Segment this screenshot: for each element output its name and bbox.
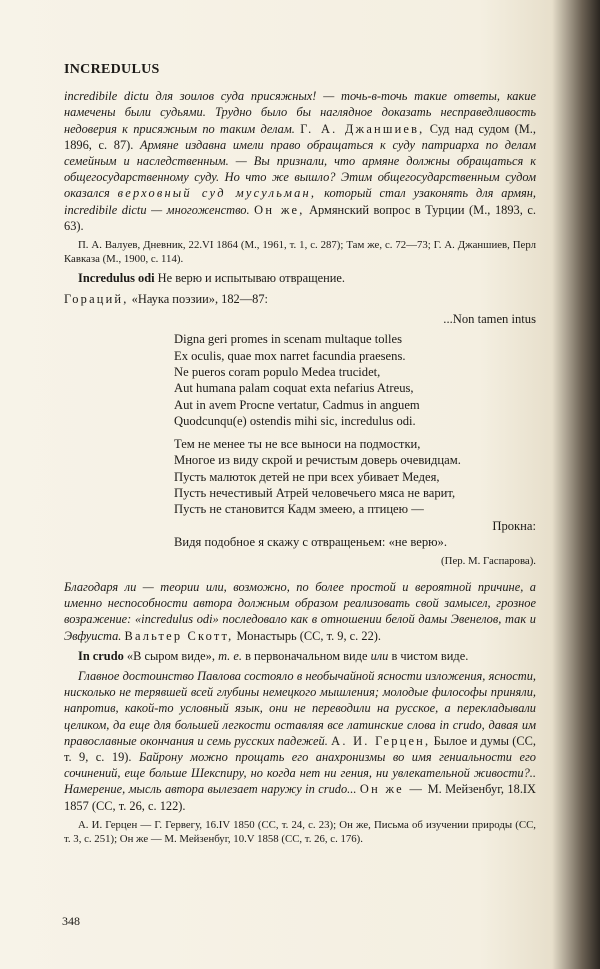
quote-author: Гораций, — [64, 291, 129, 306]
quote-author: Г. А. Джаншиев, — [300, 121, 425, 136]
translation-credit: (Пер. М. Гаспарова). — [441, 554, 536, 567]
poem-russian-line: Многое из виду скрой и речистым доверь очевидцам. — [174, 453, 461, 468]
poem-latin-line: Quodcunqu(e) ostendis mihi sic, incredulus odi. — [174, 414, 416, 429]
entry-meaning: «В сыром виде», — [126, 648, 215, 663]
poem-russian-line-end: Прокна: — [492, 518, 536, 533]
entry-meaning: Не верю и испытываю отвращение. — [157, 271, 346, 286]
sources-1: П. А. Валуев, Дневник, 22.VI 1864 (М., 1961, т. 1, с. 287); Там же, с. 72—73; Г. А. Джаншиев, Перл Кавказа (М., 1900, с. 114). — [64, 239, 536, 266]
quote-spaced-phrase: верховный суд мусульман, — [117, 186, 317, 201]
entry-2-heading — [64, 270, 536, 286]
quote-reference: Армянский вопрос в Турции (М., 1893, с. 63). — [64, 202, 536, 233]
entry-meaning: в первоначальном виде — [245, 648, 368, 663]
quote-author: Он же — — [359, 782, 425, 797]
poem-latin-line: Digna geri promes in scenam multaque tolles — [174, 332, 403, 347]
quote-reference: М. Мейзенбуг, 18.IX 1857 (СС, т. 26, с. 122). — [64, 782, 536, 813]
quote-italic: Армяне издавна имели право обращаться к суду патриарха по делам семейным и наследственным. — Вы признали, что армяне должны обращаться к общегосударственному суду. Но что же вышло? Этим общегосударственным судом оказался — [64, 137, 536, 201]
poem-first-line: ...Non tamen intus — [443, 311, 536, 326]
quote-author: А. И. Герцен, — [331, 733, 431, 748]
quote-reference: «Наука поэзии», 182—87: — [131, 291, 268, 306]
entry-abbreviation: т. е. — [218, 648, 242, 663]
page-number: 348 — [62, 914, 80, 928]
entry-conjunction: или — [370, 648, 389, 663]
quote-reference: Суд над судом (М., 1896, с. 87). — [64, 121, 536, 152]
entry-term: Incredulus odi — [78, 271, 155, 286]
quote-italic: Главное достоинство Павлова состояло в необычайной ясности изложения, ясности, нисколько не терявшей всей глубины немецкого мышления; молодые философы приняли, напротив, какой-то условный язык, они не переводили на русское, а перекладывали целиком, да еще для большей легкости оставляя все латинские слова in crudo, давая им православные окончания и семь русских падежей. — [64, 668, 536, 748]
entry-meaning: в чистом виде. — [391, 648, 469, 663]
poem-block — [174, 311, 536, 569]
entry-term: In crudo — [78, 648, 124, 663]
quote-reference: Монастырь (СС, т. 9, с. 22). — [236, 628, 381, 643]
entry-2-source — [64, 291, 536, 307]
quote-italic: incredibile dictu для зоилов суда присяжных! — точь-в-точь такие ответы, какие намечены были судьями. Трудно было бы наглядное доказать несправедливость недоверия к присяжным по таким делам. — [64, 89, 536, 136]
poem-latin-line: Ex oculis, quae mox narret facundia praesens. — [174, 348, 406, 363]
entry-3-quote — [64, 579, 536, 644]
poem-russian-line: Пусть малюток детей не при всех убивает Медея, — [174, 469, 440, 484]
sources-2: А. И. Герцен — Г. Гервегу, 16.IV 1850 (СС, т. 24, с. 23); Он же, Письма об изучении природы (СС, т. 3, с. 251); Он же — М. Мейзенбуг, 10.V 1858 (СС, т. 26, с. 176). — [64, 818, 536, 845]
entry-4-heading — [64, 648, 536, 664]
poem-russian-line: Видя подобное я скажу с отвращеньем: «не верю». — [174, 535, 447, 550]
quote-author: Он же, — [254, 202, 305, 217]
poem-latin-line: Aut humana palam coquat exta nefarius Atreus, — [174, 381, 414, 396]
quote-italic: Благодаря ли — теории или, возможно, по более простой и вероятной причине, а именно неспособности автора должным образом реализовать свой замысел, грозное возражение: «incredulus odi» последовало как в отношении белой дамы Эвенелов, так и Эвфуиста. — [64, 579, 536, 643]
running-header: INCREDULUS — [64, 62, 160, 77]
quote-reference: Былое и думы (СС, т. 9, с. 19). — [64, 733, 536, 764]
poem-russian-line: Пусть нечестивый Атрей человечьего мяса не варит, — [174, 485, 456, 500]
poem-latin-line: Ne pueros coram populo Medea trucidet, — [174, 365, 381, 380]
quote-author: Вальтер Скотт, — [124, 628, 234, 643]
entry-1-quote — [64, 88, 536, 234]
quote-italic: Байрону можно прощать его анахронизмы во имя гениальности его сочинений, еще больше Шекспиру, но когда нет ни гения, ни увлекательной живости?.. Намерение, мысль автора вылезает наружу in crudo... — [64, 749, 536, 797]
page-content — [64, 62, 536, 850]
quote-italic: который стал узаконять для армян, incredibile dictu — многоженство. — [64, 186, 536, 217]
poem-russian-line: Тем не менее ты не все выноси на подмостки, — [174, 436, 421, 451]
poem-russian-line: Пусть не становится Кадм змеею, а птицею — — [174, 502, 424, 517]
poem-latin-line: Aut in avem Procne vertatur, Cadmus in anguem — [174, 397, 420, 412]
entry-5-quote — [64, 668, 536, 814]
